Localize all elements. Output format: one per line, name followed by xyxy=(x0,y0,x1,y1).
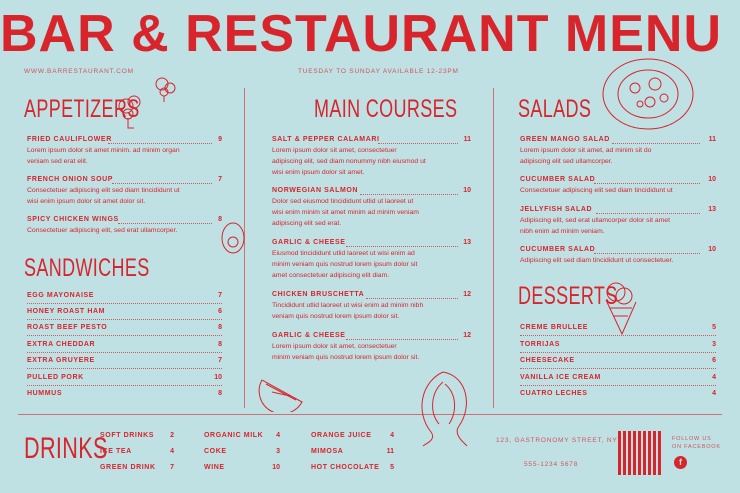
item-price: 6 xyxy=(712,357,716,364)
page-title: BAR & RESTAURANT MENU xyxy=(0,5,723,63)
item-name: HONEY ROAST HAM xyxy=(27,308,106,315)
item-price: 10 xyxy=(272,464,280,471)
salmon-steak-icon xyxy=(413,368,475,448)
item-price: 8 xyxy=(218,390,222,397)
item-desc: Lorem ipsum dolor sit amet minim. ad minim organ xyxy=(27,147,180,154)
item-desc: wisi enim minim sit amet minim ad minim veniam xyxy=(272,209,419,216)
item-desc: Dolor sed eiusmod tincididunt utlid ut laoreet ut xyxy=(272,198,414,205)
item-desc: Consectetuer adipiscing elit sed diam tincididunt ut xyxy=(27,187,180,194)
plate-icon xyxy=(600,56,700,134)
item-name: CUCUMBER SALAD xyxy=(520,246,596,253)
item-name: SPICY CHICKEN WINGS xyxy=(27,216,119,223)
item-price: 4 xyxy=(170,448,174,455)
item-price: 13 xyxy=(708,206,716,213)
item-price: 9 xyxy=(218,136,222,143)
facebook-text: ON FACEBOOK xyxy=(672,444,721,450)
item-name: ORGANIC MILK xyxy=(204,432,264,439)
item-name: CUCUMBER SALAD xyxy=(520,176,596,183)
item-desc: wisi enim ipsum dolor sit amet. xyxy=(272,169,365,176)
item-name: EXTRA GRUYERE xyxy=(27,357,95,364)
item-price: 11 xyxy=(708,136,716,143)
item-price: 3 xyxy=(712,341,716,348)
item-name: GARLIC & CHEESE xyxy=(272,332,346,339)
item-name: ORANGE JUICE xyxy=(311,432,372,439)
item-price: 10 xyxy=(214,374,222,381)
item-price: 11 xyxy=(463,136,471,143)
item-desc: Adipiscing elit, sed erat ullamcorper dolor sit amet xyxy=(520,217,670,224)
item-name: MIMOSA xyxy=(311,448,344,455)
footer-divider xyxy=(18,414,722,415)
item-price: 10 xyxy=(463,187,471,194)
item-desc: adipiscing elit, sed diam nonummy nibh eiusmod ut xyxy=(272,158,426,165)
column-divider-left xyxy=(244,88,245,408)
item-name: ROAST BEEF PESTO xyxy=(27,324,108,331)
item-desc: adipiscing elit sed erat. xyxy=(272,220,342,227)
item-price: 12 xyxy=(463,291,471,298)
item-desc: amet consectetuer adipiscing elit diam. xyxy=(272,272,390,279)
item-name: CREME BRULLEE xyxy=(520,324,589,331)
item-name: HOT CHOCOLATE xyxy=(311,464,380,471)
main-courses-heading: MAIN COURSES xyxy=(314,95,458,123)
item-price: 10 xyxy=(708,176,716,183)
item-name: ICE TEA xyxy=(100,448,132,455)
item-name: SOFT DRINKS xyxy=(100,432,155,439)
item-name: VANILLA ICE CREAM xyxy=(520,374,601,381)
item-price: 8 xyxy=(218,324,222,331)
item-desc: Eiusmod tincididunt utlid laoreet ut wisi enim ad xyxy=(272,250,415,257)
item-price: 11 xyxy=(386,448,394,455)
item-name: CUATRO LECHES xyxy=(520,390,588,397)
item-desc: minim veniam quis nostrud lorem ipsum dolor sit. xyxy=(272,354,420,361)
item-price: 8 xyxy=(218,216,222,223)
item-name: FRENCH ONION SOUP xyxy=(27,176,114,183)
address-text: 123, GASTRONOMY STREET, NY xyxy=(496,437,618,444)
item-name: EXTRA CHEDDAR xyxy=(27,341,96,348)
item-desc: Lorem ipsum dolor sit amet, consectetuer xyxy=(272,147,397,154)
item-price: 8 xyxy=(218,341,222,348)
item-desc: Consectetuer adipiscing elit sed diam tincididunt ut xyxy=(520,187,673,194)
item-price: 7 xyxy=(218,292,222,299)
item-price: 12 xyxy=(463,332,471,339)
item-price: 4 xyxy=(276,432,280,439)
item-price: 4 xyxy=(712,390,716,397)
item-desc: wisi enim ipsum dolor sit amet dolor sit. xyxy=(27,198,146,205)
item-name: EGG MAYONAISE xyxy=(27,292,95,299)
website-url[interactable]: WWW.BARRESTAURANT.COM xyxy=(24,68,134,75)
item-desc: veniam quis nostrud lorem ipsum dolor sit. xyxy=(272,313,400,320)
phone-text: 555-1234 5678 xyxy=(524,461,579,468)
facebook-icon[interactable]: f xyxy=(674,456,687,469)
item-price: 7 xyxy=(170,464,174,471)
appetizers-heading: APPETIZERS xyxy=(24,95,140,123)
item-name: GREEN DRINK xyxy=(100,464,156,471)
item-desc: Adipiscing elit sed diam tincididunt ut consectetuer. xyxy=(520,257,674,264)
item-name: FRIED CAULIFLOWER xyxy=(27,136,112,143)
item-name: GREEN MANGO SALAD xyxy=(520,136,610,143)
item-name: SALT & PEPPER CALAMARI xyxy=(272,136,380,143)
item-name: WINE xyxy=(204,464,225,471)
item-desc: nibh enim ad minim veniam. xyxy=(520,228,605,235)
item-name: COKE xyxy=(204,448,227,455)
item-name: TORRIJAS xyxy=(520,341,561,348)
item-desc: veniam sed erat elit. xyxy=(27,158,88,165)
item-desc: Lorem ipsum dolor sit amet, consectetuer xyxy=(272,343,397,350)
item-price: 13 xyxy=(463,239,471,246)
lemon-slice-icon xyxy=(258,372,306,412)
item-price: 7 xyxy=(218,357,222,364)
item-price: 4 xyxy=(712,374,716,381)
sandwiches-heading: SANDWICHES xyxy=(24,254,150,282)
item-price: 3 xyxy=(276,448,280,455)
column-divider-right xyxy=(493,88,494,408)
item-price: 5 xyxy=(712,324,716,331)
item-name: HUMMUS xyxy=(27,390,63,397)
item-desc: Consectetuer adipiscing elit, sed erat ullamcorper. xyxy=(27,227,178,234)
item-desc: Lorem ipsum dolor sit amet, ad minim sit do xyxy=(520,147,652,154)
item-name: NORWEGIAN SALMON xyxy=(272,187,359,194)
item-name: GARLIC & CHEESE xyxy=(272,239,346,246)
salads-heading: SALADS xyxy=(518,95,592,123)
item-name: CHEESECAKE xyxy=(520,357,575,364)
drinks-heading: DRINKS xyxy=(24,432,108,465)
item-name: PULLED PORK xyxy=(27,374,84,381)
item-name: JELLYFISH SALAD xyxy=(520,206,593,213)
item-desc: adipiscing elit sed ullamcorper. xyxy=(520,158,613,165)
item-name: CHICKEN BRUSCHETTA xyxy=(272,291,365,298)
item-price: 2 xyxy=(170,432,174,439)
item-price: 5 xyxy=(390,464,394,471)
follow-us-text: FOLLOW US xyxy=(672,436,712,442)
item-desc: minim veniam quis nostrud lorem ipsum dolor sit xyxy=(272,261,418,268)
availability-text: TUESDAY TO SUNDAY AVAILABLE 12-23PM xyxy=(298,68,459,75)
item-price: 6 xyxy=(218,308,222,315)
qr-code[interactable] xyxy=(618,431,662,475)
desserts-heading: DESSERTS xyxy=(518,282,618,310)
item-price: 10 xyxy=(708,246,716,253)
item-price: 4 xyxy=(390,432,394,439)
item-desc: Tincididunt utlid laoreet ut wisi enim ad minim nibh xyxy=(272,302,424,309)
item-price: 7 xyxy=(218,176,222,183)
